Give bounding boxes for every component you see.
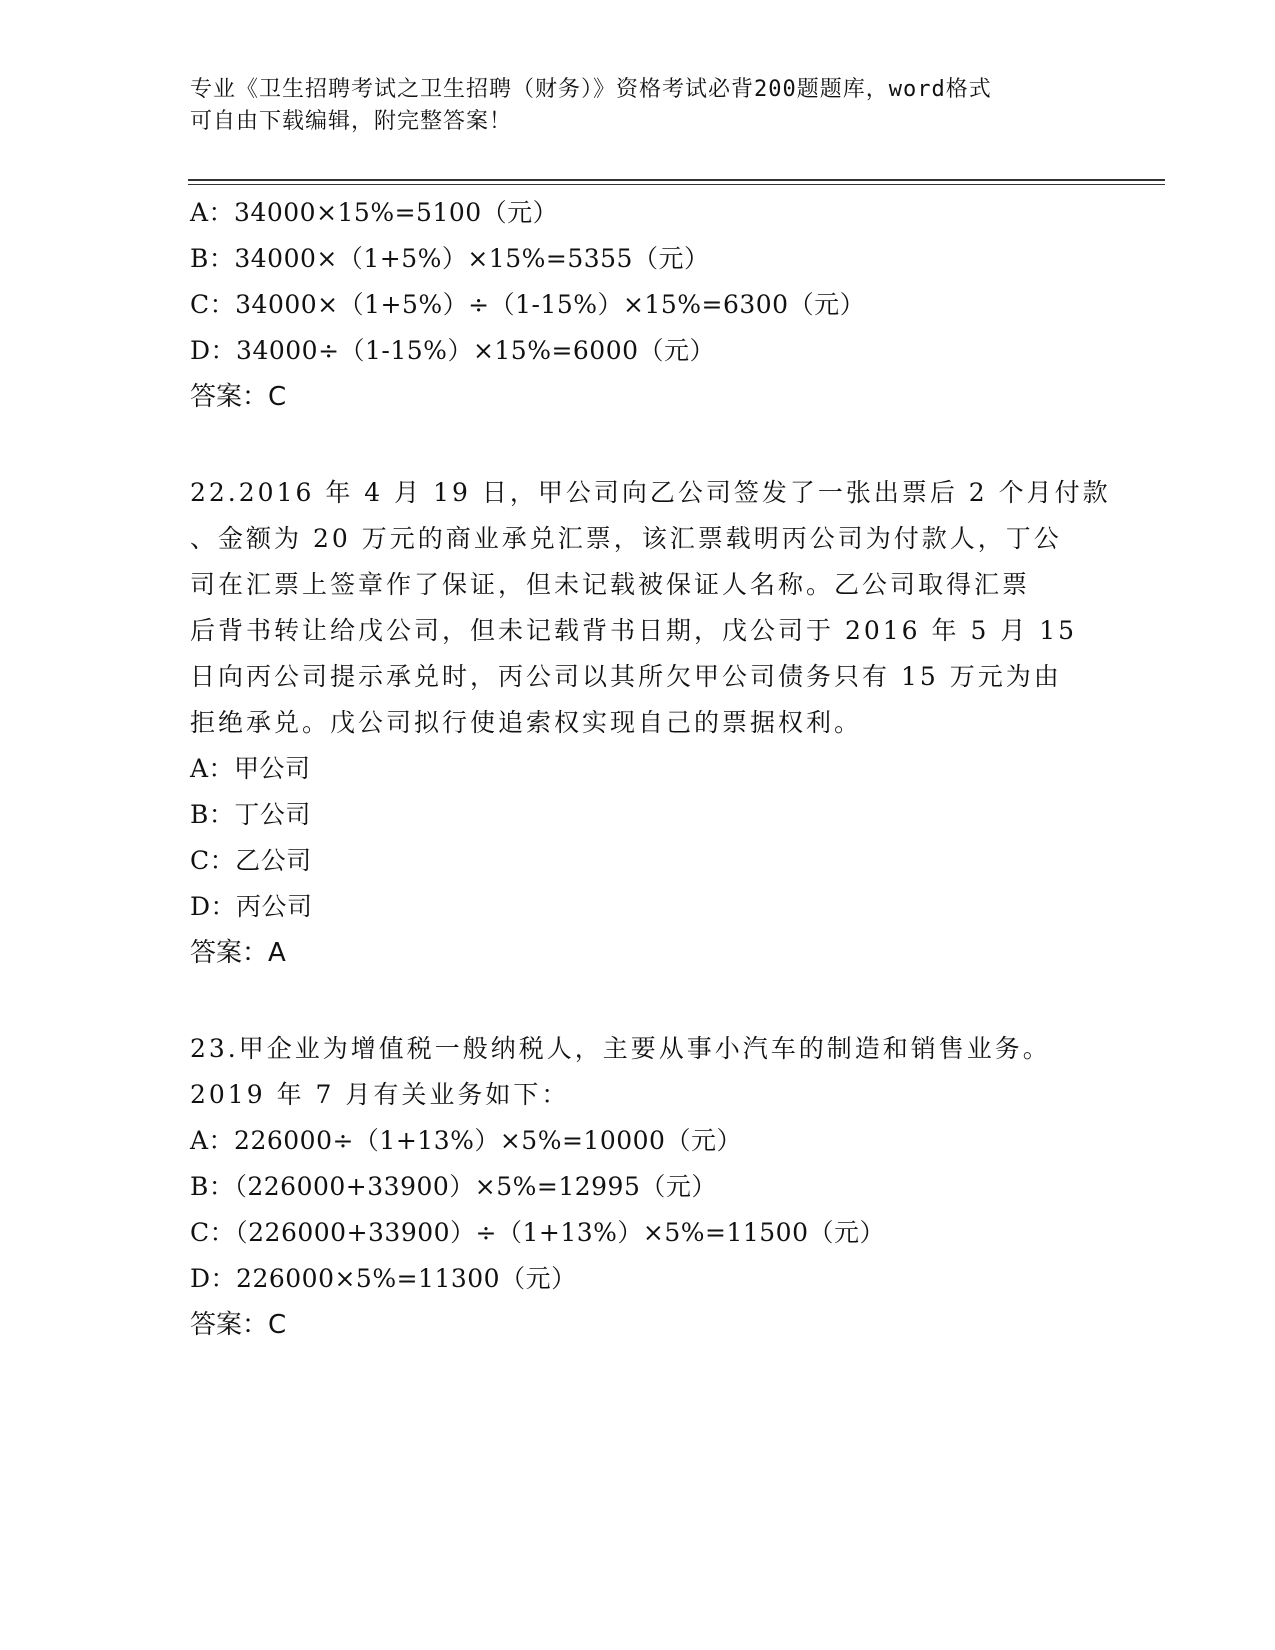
option-a: A：226000÷（1+13%）×5%=10000（元） xyxy=(190,1126,742,1155)
header-line-1: 专业《卫生招聘考试之卫生招聘（财务）》资格考试必背200题题库，word格式 xyxy=(190,77,992,102)
question-text-line: 后背书转让给戊公司，但未记载背书日期，戊公司于 2016 年 5 月 15 xyxy=(190,616,1078,645)
header-divider-thick xyxy=(188,179,1165,181)
question-text-line: 日向丙公司提示承兑时，丙公司以其所欠甲公司债务只有 15 万元为由 xyxy=(190,662,1062,691)
question-text-line: 23.甲企业为增值税一般纳税人，主要从事小汽车的制造和销售业务。 xyxy=(190,1034,1051,1063)
option-d: D：226000×5%=11300（元） xyxy=(190,1264,577,1293)
option-a: A：34000×15%=5100（元） xyxy=(190,198,559,227)
document-header xyxy=(190,74,1090,138)
question-block-23 xyxy=(190,1026,1090,1348)
option-d: D：34000÷（1-15%）×15%=6000（元） xyxy=(190,336,716,365)
option-c: C：乙公司 xyxy=(190,846,312,875)
answer-line: 答案：C xyxy=(190,382,287,412)
answer-line: 答案：A xyxy=(190,938,286,968)
question-block-22 xyxy=(190,470,1111,976)
question-content xyxy=(190,190,1111,1348)
question-block-21 xyxy=(190,190,1090,420)
header-divider-thin xyxy=(188,184,1165,185)
question-text-line: 、金额为 20 万元的商业承兑汇票，该汇票载明丙公司为付款人，丁公 xyxy=(190,524,1062,553)
option-a: A：甲公司 xyxy=(190,754,311,783)
answer-line: 答案：C xyxy=(190,1310,287,1340)
option-c: C：（226000+33900）÷（1+13%）×5%=11500（元） xyxy=(190,1218,885,1247)
option-b: B：丁公司 xyxy=(190,800,311,829)
option-b: B：（226000+33900）×5%=12995（元） xyxy=(190,1172,717,1201)
question-text-line: 22.2016 年 4 月 19 日，甲公司向乙公司签发了一张出票后 2 个月付款 xyxy=(190,478,1111,507)
option-d: D：丙公司 xyxy=(190,892,313,921)
question-text-line: 拒绝承兑。戊公司拟行使追索权实现自己的票据权利。 xyxy=(190,708,863,737)
question-text-line: 2019 年 7 月有关业务如下： xyxy=(190,1080,570,1109)
question-text-line: 司在汇票上签章作了保证，但未记载被保证人名称。乙公司取得汇票 xyxy=(190,570,1031,599)
option-b: B：34000×（1+5%）×15%=5355（元） xyxy=(190,244,710,273)
header-line-2: 可自由下载编辑，附完整答案！ xyxy=(190,109,513,134)
option-c: C：34000×（1+5%）÷（1-15%）×15%=6300（元） xyxy=(190,290,866,319)
